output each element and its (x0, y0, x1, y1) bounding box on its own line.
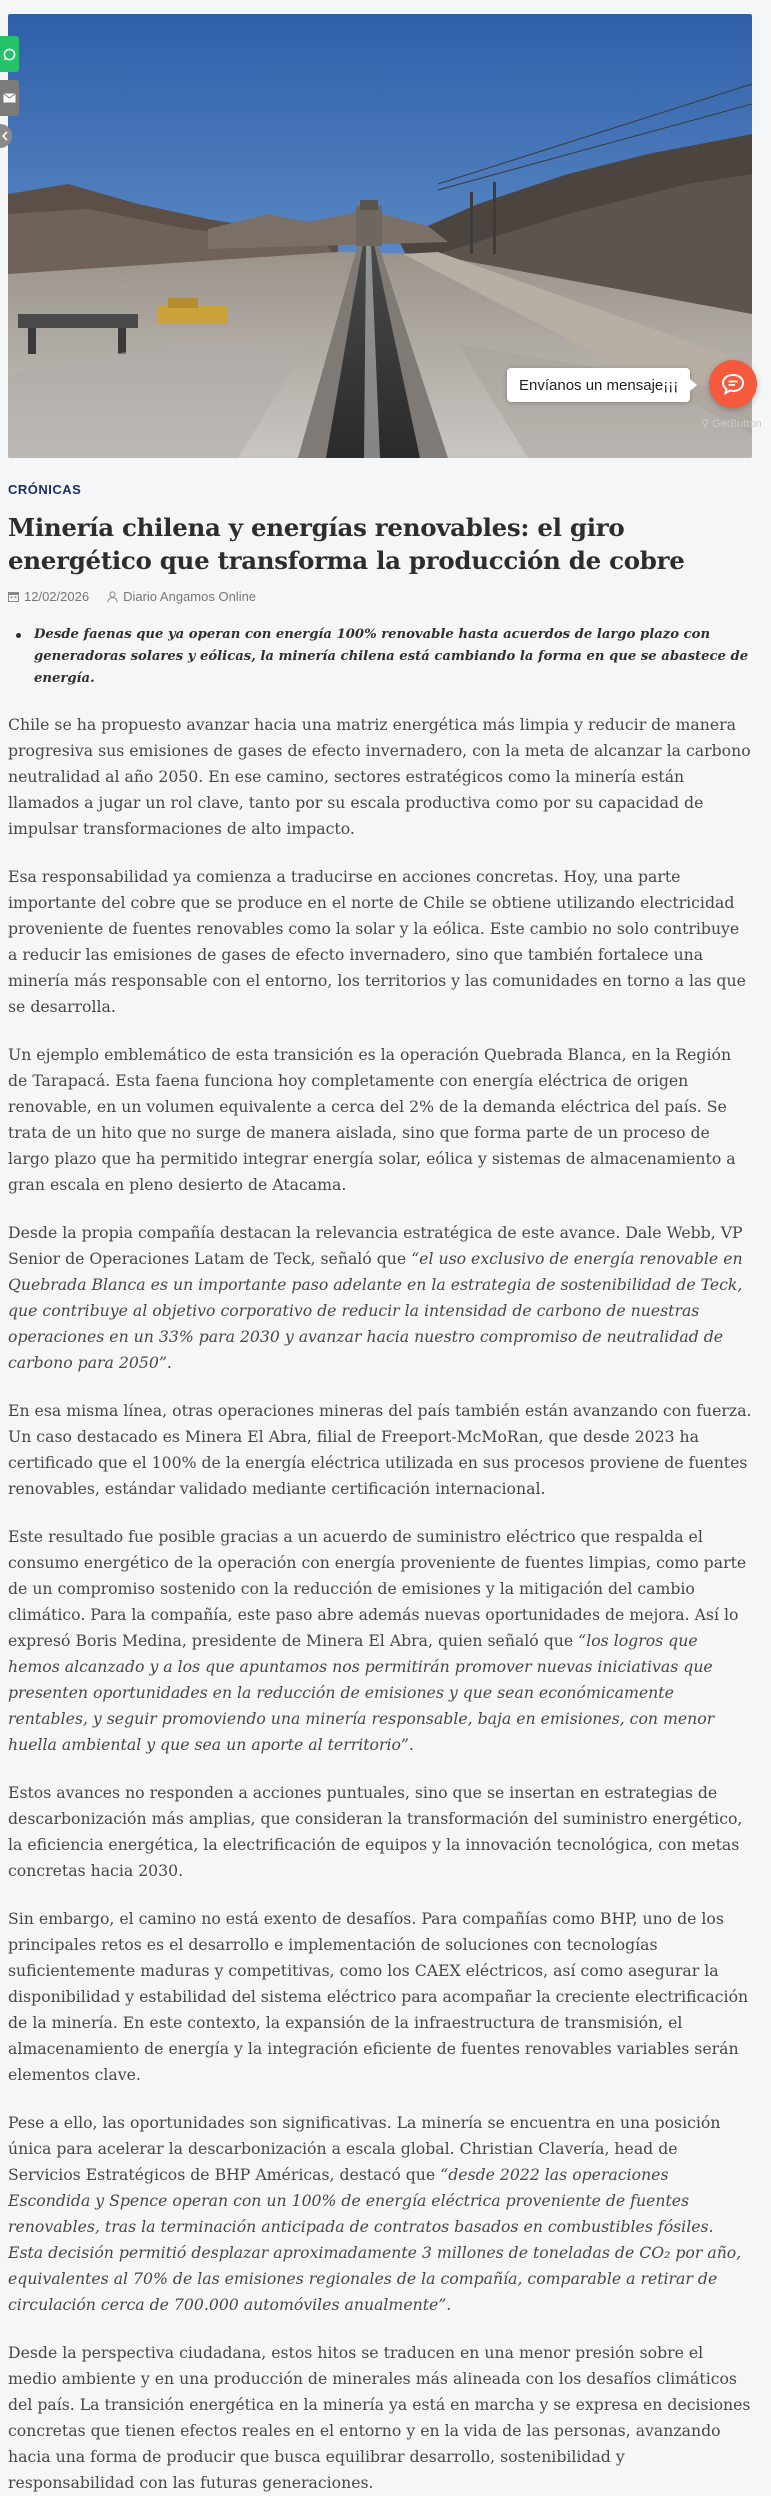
email-share-button[interactable] (0, 80, 19, 116)
chat-button[interactable] (709, 360, 757, 408)
bullet-icon (16, 633, 21, 638)
paragraph-4-quote: “el uso exclusivo de energía renovable en Quebrada Blanca es un importante paso adelante en la estrategia de sostenibilidad de Teck, que contribuye al objetivo corporativo de reducir la intensidad de carbono de nuestras operaciones en un 33% para 2030 y avanzar hacia nuestro compromiso de neutralidad de carbono para 2050”. (8, 1249, 743, 1372)
article-meta (8, 589, 752, 604)
user-icon (107, 591, 118, 603)
whatsapp-share-button[interactable] (0, 36, 19, 72)
paragraph-2: Esa responsabilidad ya comienza a traducirse en acciones concretas. Hoy, una parte importante del cobre que se produce en el norte de Chile se obtiene utilizando electricidad proveniente de fuentes renovables como la solar y la eólica. Este cambio no solo contribuye a reducir las emisiones de gases de efecto invernadero, sino que también fortalece una minería más responsable con el entorno, los territorios y las comunidades en torno a las que se desarrolla. (8, 867, 746, 1016)
paragraph-9-quote: “desde 2022 las operaciones Escondida y Spence operan con un 100% de energía eléctrica proveniente de fuentes renovables, tras la terminación anticipada de contratos basados en combustibles fósiles. Esta decisión permitió desplazar aproximadamente 3 millones de toneladas de CO₂ por año, equivalentes al 70% de las emisiones regionales de la compañía, comparable a retirar de circulación cerca de 700.000 automóviles anualmente”. (8, 2165, 742, 2314)
paragraph-9 (8, 2110, 752, 2318)
paragraph-8: Sin embargo, el camino no está exento de desafíos. Para compañías como BHP, uno de los principales retos es el desarrollo e implementación de soluciones con tecnologías suficientemente maduras y competitivas, como los CAEX eléctricos, así como asegurar la disponibilidad y estabilidad del sistema eléctrico para acompañar la creciente electrificación de la minería. En este contexto, la expansión de la infraestructura de transmisión, el almacenamiento de energía y la integración eficiente de fuentes renovables variables serán elementos clave. (8, 1909, 749, 2084)
paragraph-5: En esa misma línea, otras operaciones mineras del país también están avanzando con fuerza. Un caso destacado es Minera El Abra, filial de Freeport-McMoRan, que desde 2023 ha certificado que el 100% de la energía eléctrica utilizada en sus procesos proviene de fuentes renovables, estándar validado mediante certificación internacional. (8, 1401, 752, 1498)
share-bar (0, 36, 20, 124)
paragraph-7: Estos avances no responden a acciones puntuales, sino que se insertan en estrategias de descarbonización más amplias, que consideran la transformación del suministro energético, la eficiencia energética, la electrificación de equipos y la innovación tecnológica, con metas concretas hacia 2030. (8, 1783, 743, 1880)
article-date: 12/02/2026 (24, 589, 90, 604)
chat-icon (721, 373, 745, 395)
paragraph-4 (8, 1220, 752, 1376)
chevron-left-icon (0, 124, 10, 148)
whatsapp-icon (3, 48, 16, 61)
paragraph-6 (8, 1524, 752, 1758)
paragraph-6-text: Este resultado fue posible gracias a un acuerdo de suministro eléctrico que respalda el consumo energético de la operación con energía proveniente de fuentes limpias, como parte de un compromiso sostenido con la reducción de emisiones y la mitigación del cambio climático. Para la compañía, este paso abre además nuevas oportunidades de mejora. Así lo expresó Boris Medina, presidente de Minera El Abra, quien señaló que (8, 1527, 747, 1650)
article-title: Minería chilena y energías renovables: el giro energético que transforma la producción de cobre (8, 513, 685, 575)
paragraph-10: Desde la perspectiva ciudadana, estos hitos se traducen en una menor presión sobre el medio ambiente y en una producción de minerales más alineada con los desafíos climáticos del país. La transición energética en la minería ya está en marcha y se expresa en decisiones concretas que tienen efectos reales en el entorno y en la vida de las personas, avanzando hacia una forma de producir que busca equilibrar desarrollo, sostenibilidad y responsabilidad con las futuras generaciones. (8, 2343, 751, 2492)
article-lead-text: Desde faenas que ya operan con energía 100% renovable hasta acuerdos de largo plazo con generadoras solares y eólicas, la minería chilena está cambiando la forma en que se abastece de energía. (34, 627, 749, 686)
paragraph-3: Un ejemplo emblemático de esta transición es la operación Quebrada Blanca, en la Región de Tarapacá. Esta faena funciona hoy completamente con energía eléctrica de origen renovable, en un volumen equivalente a cerca del 2% de la demanda eléctrica del país. Se trata de un hito que no surge de manera aislada, sino que forma parte de un proceso de largo plazo que ha permitido integrar energía solar, eólica y sistemas de almacenamiento a gran escala en pleno desierto de Atacama. (8, 1045, 736, 1194)
mail-icon (3, 93, 16, 103)
paragraph-4-text: Desde la propia compañía destacan la relevancia estratégica de este avance. Dale Webb, VP Senior de Operaciones Latam de Teck, señaló que (8, 1223, 743, 1268)
paragraph-1: Chile se ha propuesto avanzar hacia una matriz energética más limpia y reducir de manera progresiva sus emisiones de gases de efecto invernadero, con la meta de alcanzar la carbono neutralidad al año 2050. En ese camino, sectores estratégicos como la minería están llamados a jugar un rol clave, tanto por su escala productiva como por su capacidad de impulsar transformaciones de alto impacto. (8, 715, 751, 838)
article-category[interactable]: CRÓNICAS (8, 482, 82, 497)
calendar-icon (8, 591, 19, 602)
chat-bubble[interactable] (507, 368, 690, 402)
article (8, 478, 752, 2496)
chat-credit[interactable]: ⚲ GetButton (701, 418, 762, 430)
paragraph-6-quote: “los logros que hemos alcanzado y a los que apuntamos nos permitirán promover nuevas iniciativas que presenten oportunidades en la reducción de emisiones y que sean económicamente rentables, y seguir promoviendo una minería responsable, baja en emisiones, con menor huella ambiental y que sea un aporte al territorio”. (8, 1631, 715, 1754)
article-author[interactable]: Diario Angamos Online (123, 589, 257, 604)
paragraph-9-text: Pese a ello, las oportunidades son significativas. La minería se encuentra en una posición única para acelerar la descarbonización a escala global. Christian Clavería, head de Servicios Estratégicos de BHP Américas, destacó que (8, 2113, 721, 2184)
chat-bubble-text: Envíanos un mensaje¡¡¡ (519, 376, 679, 394)
chat-credit-text: GetButton (712, 418, 762, 430)
article-lead (8, 624, 752, 690)
